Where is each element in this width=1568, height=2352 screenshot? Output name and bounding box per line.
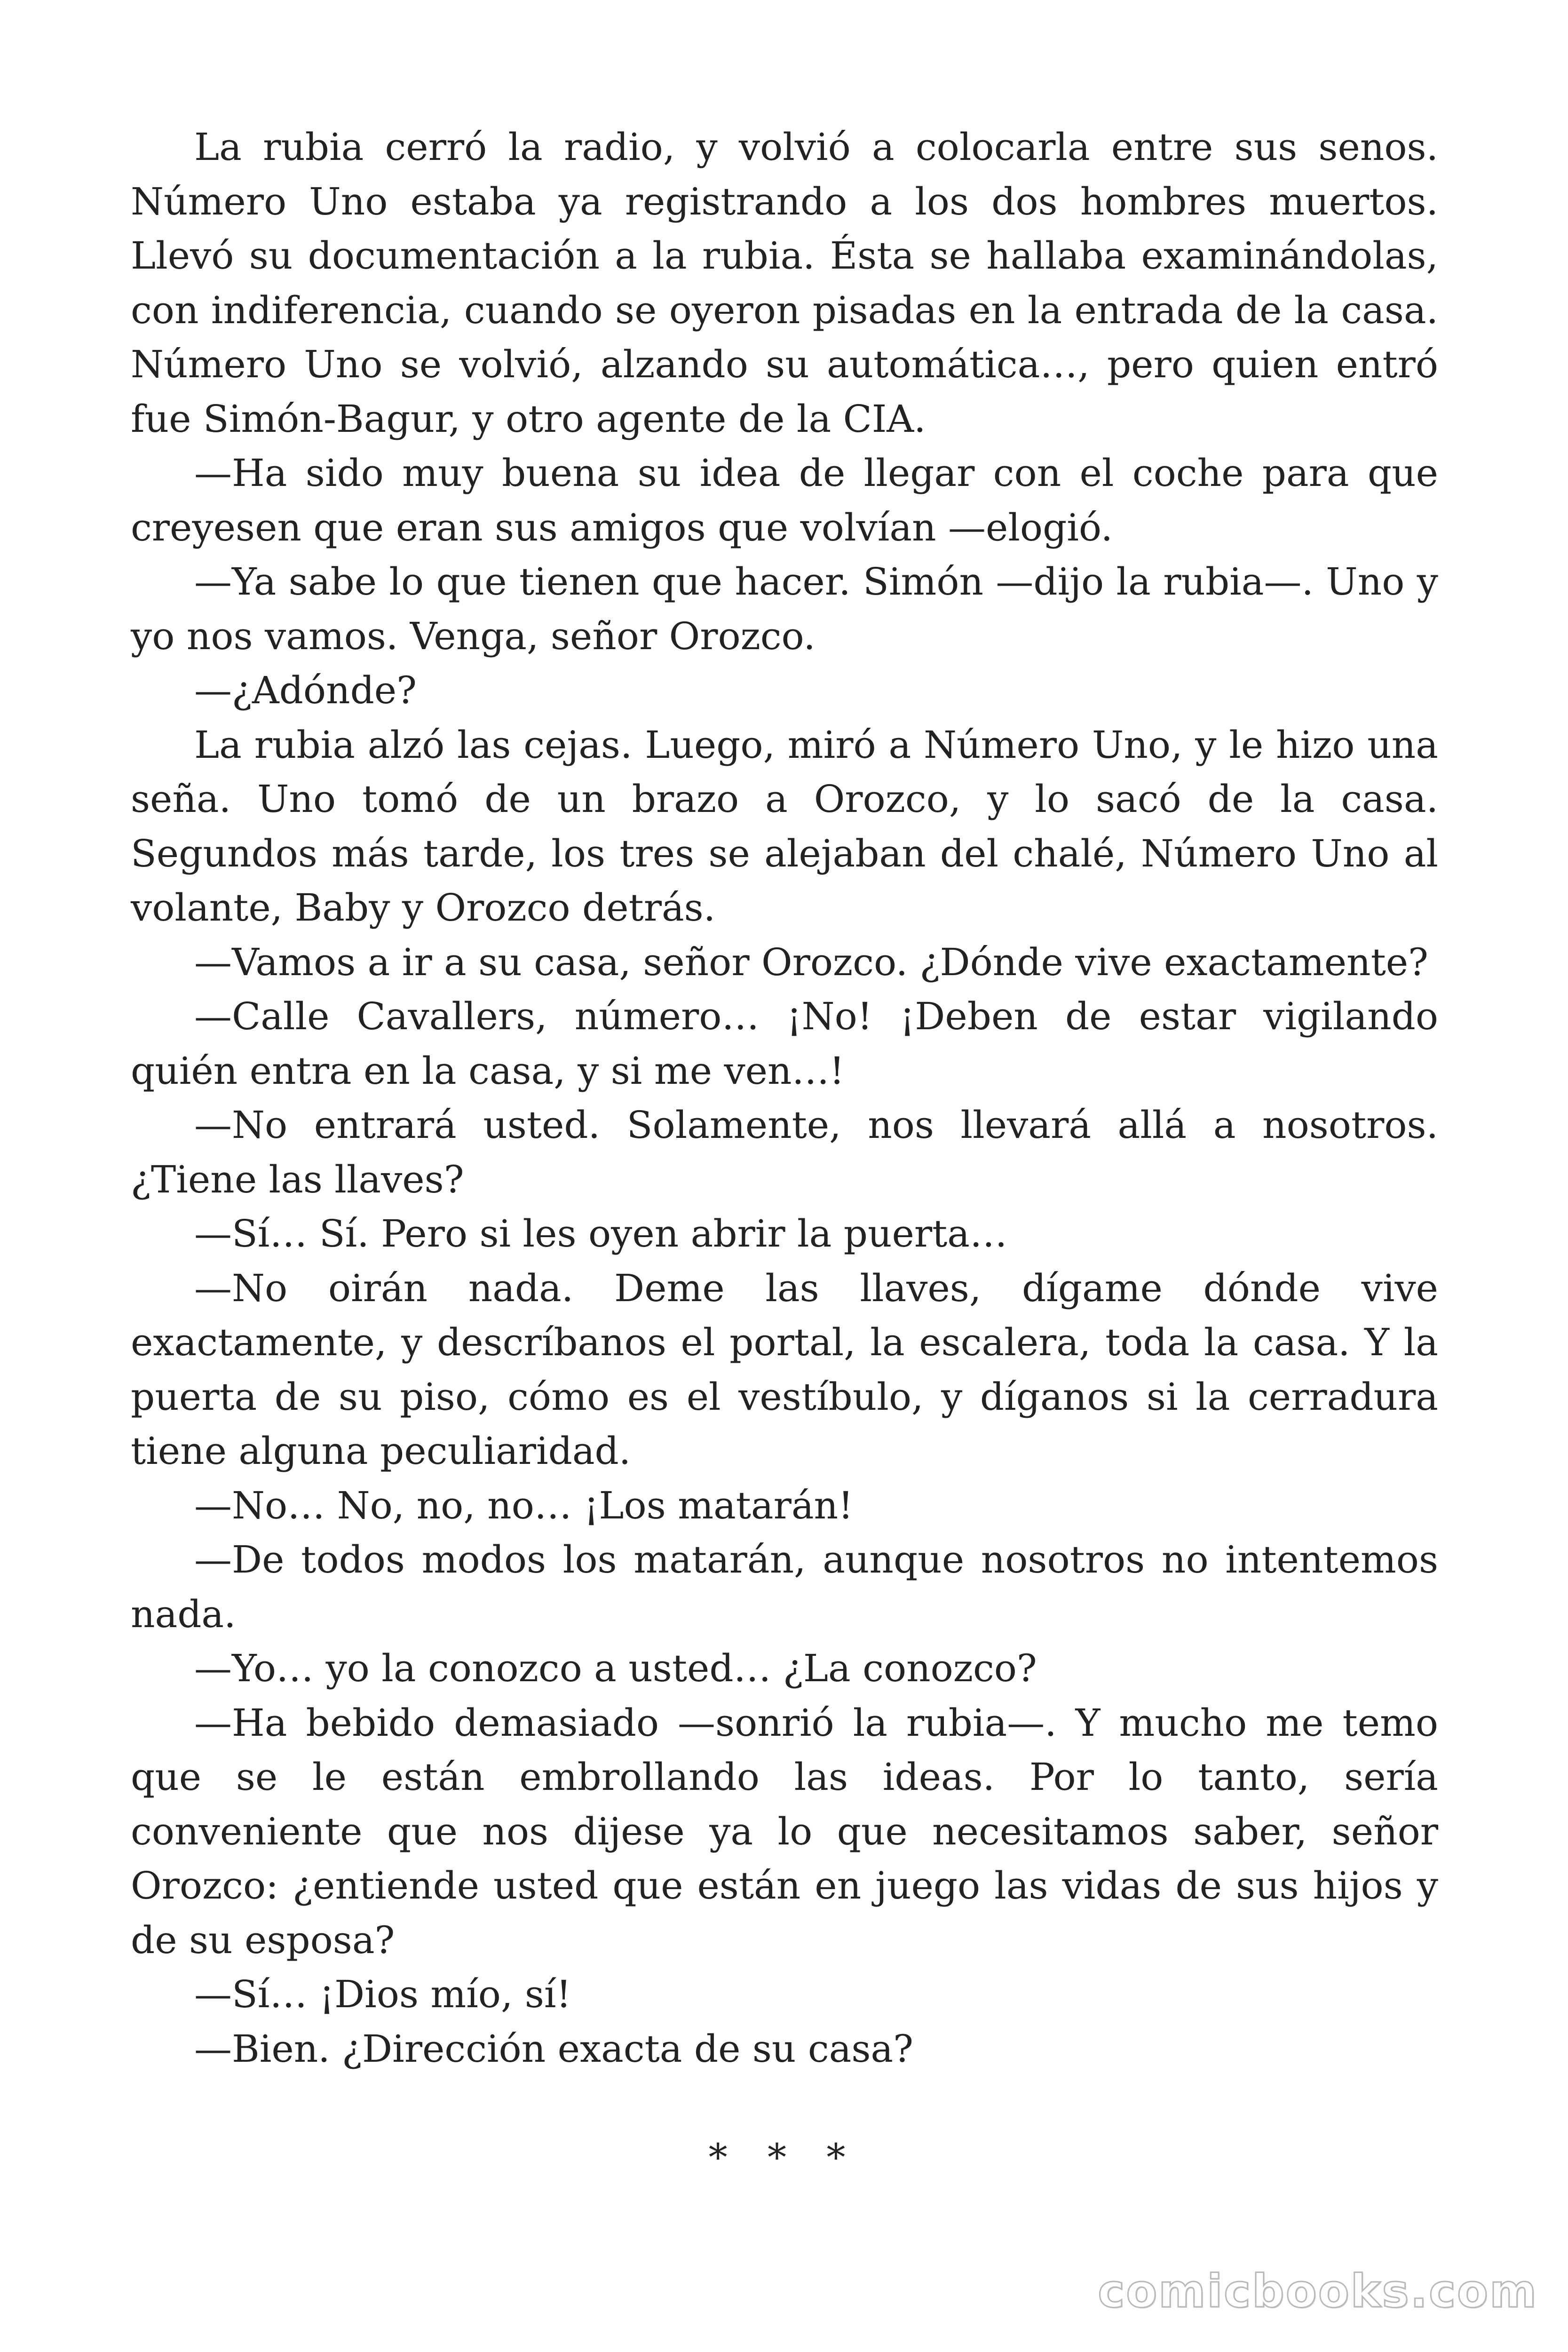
watermark: comicbooks.com bbox=[1098, 2265, 1538, 2318]
paragraph: —Sí… Sí. Pero si les oyen abrir la puerta… bbox=[194, 1212, 1007, 1255]
paragraph: —Calle Cavallers, número… ¡No! ¡Deben de estar vigilando quién entra en la casa, y si me ven…! bbox=[131, 994, 1438, 1093]
paragraph: La rubia alzó las cejas. Luego, miró a Número Uno, y le hizo una seña. Uno tomó de un brazo a Orozco, y lo sacó de la casa. Segundos más tarde, los tres se alejaban del chalé, Número Uno al volante, Baby y Orozco detrás. bbox=[131, 723, 1438, 930]
section-separator: * * * bbox=[708, 2136, 860, 2179]
paragraph: —Yo… yo la conozco a usted… ¿La conozco? bbox=[194, 1646, 1037, 1690]
paragraph: —No entrará usted. Solamente, nos llevará allá a nosotros. ¿Tiene las llaves? bbox=[131, 1103, 1438, 1201]
paragraph: —No… No, no, no… ¡Los matarán! bbox=[194, 1483, 854, 1527]
paragraph: La rubia cerró la radio, y volvió a colocarla entre sus senos. Número Uno estaba ya registrando a los dos hombres muertos. Llevó su documentación a la rubia. Ésta se hallaba examinándolas, con indiferencia, cuando se oyeron pisadas en la entrada de la casa. Número Uno se volvió, alzando su automática…, pero quien entró fue Simón-Bagur, y otro agente de la CIA. bbox=[131, 125, 1438, 441]
paragraph: —¿Adónde? bbox=[194, 668, 417, 712]
paragraph: —Bien. ¿Dirección exacta de su casa? bbox=[194, 2026, 913, 2071]
paragraph: —Vamos a ir a su casa, señor Orozco. ¿Dónde vive exactamente? bbox=[194, 940, 1428, 984]
paragraph: —De todos modos los matarán, aunque nosotros no intentemos nada. bbox=[131, 1538, 1438, 1636]
paragraph: —Sí… ¡Dios mío, sí! bbox=[194, 1972, 571, 2016]
paragraph: —Ha bebido demasiado —sonrió la rubia—. Y mucho me temo que se le están embrollando las ideas. Por lo tanto, sería conveniente que nos dijese ya lo que necesitamos saber, señor Orozco: ¿entiende usted que están en juego las vidas de sus hijos y de su esposa? bbox=[131, 1700, 1438, 1962]
paragraph: —No oirán nada. Deme las llaves, dígame dónde vive exactamente, y descríbanos el portal, la escalera, toda la casa. Y la puerta de su piso, cómo es el vestíbulo, y díganos si la cerradura tiene alguna peculiaridad. bbox=[131, 1266, 1438, 1473]
body-text bbox=[131, 120, 1438, 2076]
paragraph: —Ha sido muy buena su idea de llegar con el coche para que creyesen que eran sus amigos que volvían —elogió. bbox=[131, 451, 1438, 549]
paragraph: —Ya sabe lo que tienen que hacer. Simón —dijo la rubia—. Uno y yo nos vamos. Venga, señor Orozco. bbox=[131, 560, 1438, 658]
